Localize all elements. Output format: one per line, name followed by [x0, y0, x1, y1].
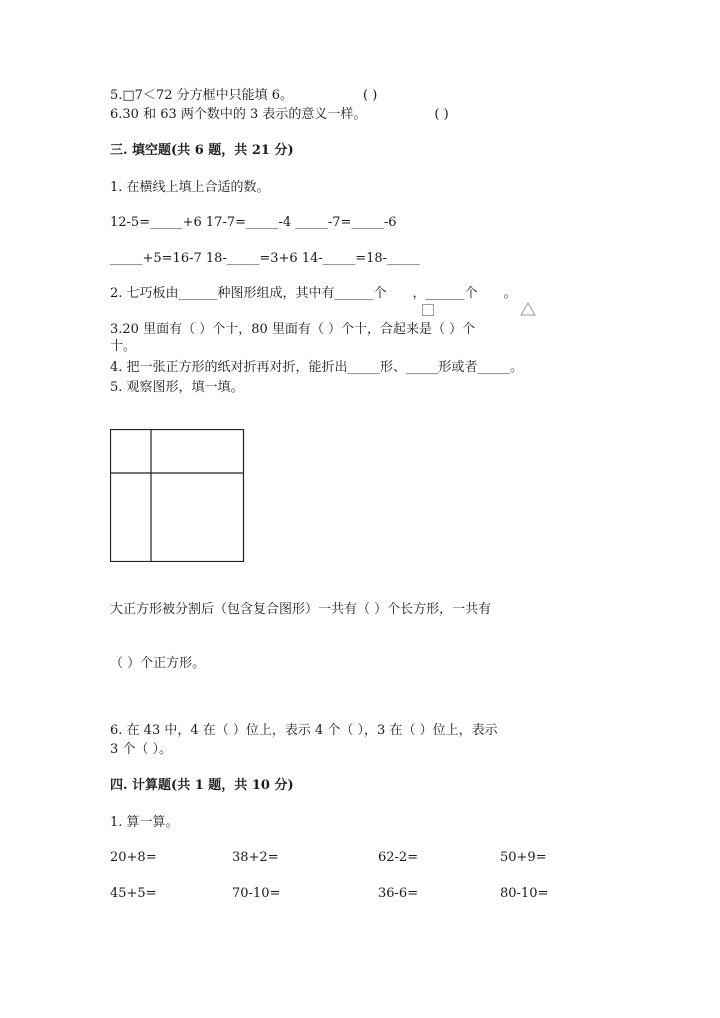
s3-q1-row2-item[interactable]: _____+5=16-7 — [110, 251, 202, 266]
s3-q2-part3: 。 — [503, 286, 517, 301]
s3-q6-line1: 6. 在 43 中，4 在（ ）位上，表示 4 个（ ），3 在（ ）位上，表示 — [110, 723, 498, 738]
calc-item[interactable]: 70-10= — [232, 886, 281, 901]
calc-item[interactable]: 45+5= — [110, 886, 157, 901]
s3-q1-row1-item[interactable]: 17-7=_____-4 — [205, 215, 292, 230]
judge-q6-paren[interactable]: ( ) — [434, 107, 449, 122]
s3-q1-row2-item[interactable]: 18-_____=3+6 — [205, 251, 298, 266]
section4-title: 四. 计算题(共 1 题，共 10 分) — [110, 778, 294, 793]
s3-q2 — [110, 286, 517, 302]
calc-item[interactable]: 80-10= — [500, 886, 549, 901]
judge-q5-paren[interactable]: ( ) — [363, 88, 378, 103]
s3-q1-row1-item[interactable]: 12-5=_____+6 — [110, 215, 202, 230]
s3-q5-prompt: 5. 观察图形，填一填。 — [110, 380, 244, 395]
s3-q6-line2: 3 个（ ）。 — [110, 742, 173, 757]
s3-q4: 4. 把一张正方形的纸对折再对折，能折出_____形、_____形或者_____。 — [110, 360, 524, 375]
s3-q5-blank1: 大正方形被分割后（包含复合图形）一共有（ ）个长方形，一共有 — [110, 602, 492, 617]
s3-q5-blank2: （ ）个正方形。 — [110, 656, 206, 671]
s3-q2-part2: ，______个 — [412, 286, 478, 301]
calc-item[interactable]: 62-2= — [378, 850, 419, 865]
judge-q5-text: 5.□7＜72 分方框中只能填 6。 — [110, 88, 294, 103]
square-shape-icon — [422, 304, 434, 316]
section3-title: 三. 填空题(共 6 题，共 21 分) — [110, 143, 294, 158]
calc-item[interactable]: 50+9= — [500, 850, 547, 865]
s3-q1-row2-item[interactable]: 14-_____=18-_____ — [301, 251, 420, 266]
s3-q3-line2: 十。 — [110, 339, 137, 354]
s3-q1-prompt: 1. 在横线上填上合适的数。 — [110, 180, 270, 195]
judge-q6 — [110, 107, 449, 123]
s3-q2-part1: 2. 七巧板由______种图形组成，其中有______个 — [110, 286, 387, 301]
outer-square — [111, 430, 244, 562]
s3-q1-row1-item[interactable]: _____-7=_____-6 — [295, 215, 397, 230]
s3-q3-line1: 3.20 里面有（ ）个十，80 里面有（ ）个十，合起来是（ ）个 — [110, 322, 476, 337]
calc-item[interactable]: 36-6= — [378, 886, 419, 901]
triangle-shape-icon — [520, 302, 536, 316]
divided-square-figure — [110, 429, 245, 562]
s4-prompt: 1. 算一算。 — [110, 815, 179, 830]
judge-q5 — [110, 88, 377, 104]
calc-item[interactable]: 20+8= — [110, 850, 157, 865]
judge-q6-text: 6.30 和 63 两个数中的 3 表示的意义一样。 — [110, 107, 367, 122]
s3-q1-row2 — [110, 251, 420, 267]
s3-q1-row1 — [110, 215, 397, 231]
calc-item[interactable]: 38+2= — [232, 850, 279, 865]
